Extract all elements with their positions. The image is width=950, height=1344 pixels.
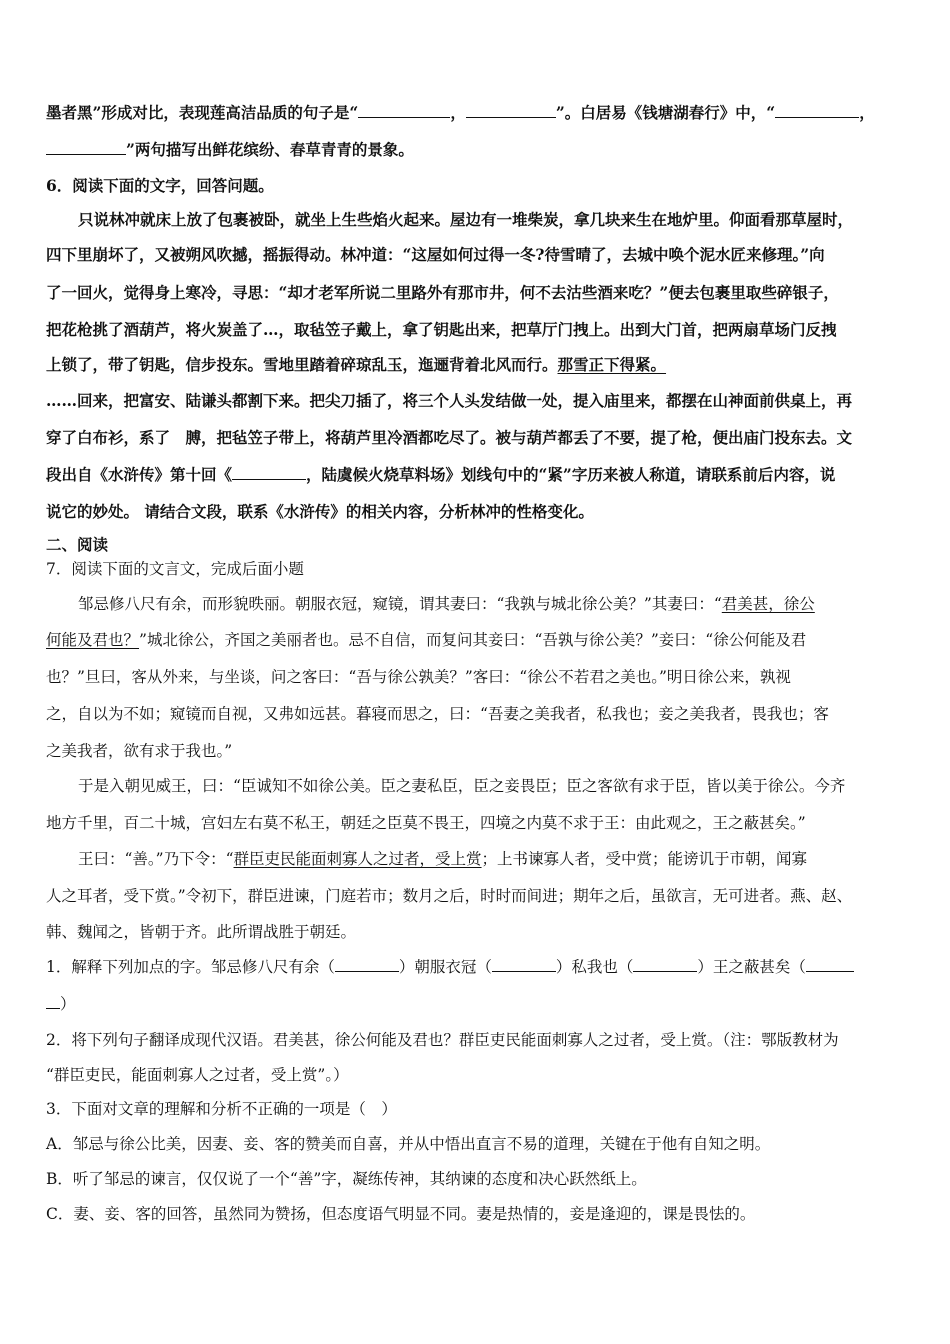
option-c[interactable]: C．妻、妾、客的回答，虽然同为赞扬，但态度语气明显不同。妻是热情的，妾是逢迎的，课是畏怯的。 — [46, 1205, 756, 1223]
answer-blank[interactable] — [46, 140, 126, 155]
section-title: 二、阅读 — [46, 535, 109, 554]
text: ，陆虞候火烧草料场》划线句中的“紧”字历来被人称道，请联系前后内容，说 — [306, 465, 836, 484]
sub-question-1-cont — [46, 994, 76, 1014]
passage-line: ……回来，把富安、陆谦头都割下来。把尖刀插了，将三个人头发结做一处，提入庙里来，都摆在山神面前供桌上，再 — [46, 391, 853, 410]
answer-blank[interactable] — [633, 957, 697, 972]
text: 邹忌修八尺有余，而形貌昳丽。朝服衣冠，窥镜，谓其妻曰：“我孰与城北徐公美？”其妻曰：“ — [78, 595, 722, 613]
sub-question-3: 3．下面对文章的理解和分析不正确的一项是（ ） — [46, 1100, 397, 1118]
text: 上锁了，带了钥匙，信步投东。雪地里踏着碎琼乱玉，迤逦背着北风而行。 — [46, 355, 558, 374]
passage-line — [46, 355, 666, 375]
question-7-heading: 7．阅读下面的文言文，完成后面小题 — [46, 560, 304, 578]
answer-blank[interactable] — [775, 103, 859, 118]
text: ）私我也（ — [555, 958, 634, 976]
sub-question-2: 2．将下列句子翻译成现代汉语。君美甚，徐公何能及君也？群臣吏民能面刺寡人之过者，受上赏。（注：鄂版教材为 — [46, 1031, 839, 1049]
text: ”。白居易《钱塘湖春行》中，“ — [555, 103, 776, 122]
answer-blank[interactable] — [358, 103, 450, 118]
classical-text-line: 人之耳者，受下赏。”令初下，群臣进谏，门庭若市；数月之后，时时而间进；期年之后，虽欲言，无可进者。燕、赵、 — [46, 887, 853, 905]
answer-blank[interactable] — [335, 957, 399, 972]
classical-text-line: 地方千里，百二十城，宫妇左右莫不私王，朝廷之臣莫不畏王，四境之内莫不求于王：由此观之，王之蔽甚矣。” — [46, 814, 806, 832]
passage-line: 把花枪挑了酒葫芦，将火炭盖了…，取毡笠子戴上，拿了钥匙出来，把草厅门拽上。出到大门首，把两扇草场门反拽 — [46, 320, 837, 339]
underlined-sentence: 那雪正下得紧。 — [557, 355, 667, 374]
passage-line: 只说林冲就床上放了包裹被卧，就坐上生些焰火起来。屋边有一堆柴炭，拿几块来生在地炉里。仰面看那草屋时， — [78, 210, 854, 229]
text: ”城北徐公，齐国之美丽者也。忌不自信，而复问其妾曰：“吾孰与徐公美？”妾曰：“徐公何能及君 — [139, 631, 807, 649]
text: ， — [859, 103, 875, 122]
answer-blank[interactable] — [492, 957, 556, 972]
classical-text-line — [78, 594, 815, 614]
text: 段出自《水浒传》第十回《 — [46, 465, 233, 484]
answer-blank[interactable] — [806, 957, 854, 972]
text: ， — [450, 103, 466, 122]
text: 王曰：“善。”乃下令：“ — [78, 850, 234, 868]
answer-blank[interactable] — [46, 994, 60, 1009]
passage-line — [46, 465, 835, 485]
underlined-sentence: 何能及君也？ — [46, 631, 140, 649]
classical-text-line — [46, 630, 806, 650]
classical-text-line: 之美我者，欲有求于我也。” — [46, 742, 233, 760]
answer-blank[interactable] — [232, 465, 306, 480]
passage-line: 说它的妙处。 请结合文段，联系《水浒传》的相关内容，分析林冲的性格变化。 — [46, 502, 594, 521]
underlined-sentence: 群臣吏民能面刺寡人之过者，受上赏 — [233, 850, 482, 868]
text: ；上书谏寡人者，受中赏；能谤讥于市朝，闻寡 — [481, 850, 808, 868]
passage-line: 穿了白布衫，系了 膊，把毡笠子带上，将葫芦里冷酒都吃尽了。被与葫芦都丢了不要，提了枪，便出庙门投东去。文 — [46, 428, 853, 447]
classical-text-line: 之，自以为不如；窥镜而自视，又弗如远甚。暮寝而思之，曰：“吾妻之美我者，私我也；妾之美我者，畏我也；客 — [46, 705, 829, 723]
option-a[interactable]: A．邹忌与徐公比美，因妻、妾、客的赞美而自喜，并从中悟出直言不易的道理，关键在于他有自知之明。 — [46, 1135, 771, 1153]
text: ） — [60, 995, 76, 1013]
fill-in-line-1 — [46, 103, 875, 123]
option-b[interactable]: B．听了邹忌的谏言，仅仅说了一个“善”字，凝练传神，其纳谏的态度和决心跃然纸上。 — [46, 1170, 647, 1188]
text: ）朝服衣冠（ — [398, 958, 492, 976]
sub-question-1 — [46, 957, 854, 977]
classical-text-line: 韩、魏闻之，皆朝于齐。此所谓战胜于朝廷。 — [46, 923, 357, 941]
classical-text-line: 于是入朝见威王，曰：“臣诚知不如徐公美。臣之妻私臣，臣之妾畏臣；臣之客欲有求于臣，皆以美于徐公。今齐 — [78, 777, 846, 795]
question-6-heading: 6．阅读下面的文字，回答问题。 — [46, 176, 274, 195]
text: ”两句描写出鲜花缤纷、春草青青的景象。 — [126, 140, 414, 159]
classical-text-line: 也？”旦曰，客从外来，与坐谈，问之客曰：“吾与徐公孰美？”客曰：“徐公不若君之美也。”明日徐公来，孰视 — [46, 668, 791, 686]
text: 墨者黑”形成对比，表现莲高洁品质的句子是“ — [46, 103, 359, 122]
sub-question-2-note: “群臣吏民，能面刺寡人之过者，受上赏”。） — [46, 1066, 349, 1084]
classical-text-line — [78, 849, 807, 869]
answer-blank[interactable] — [466, 103, 556, 118]
text: 1．解释下列加点的字。邹忌修八尺有余（ — [46, 958, 335, 976]
underlined-sentence: 君美甚，徐公 — [721, 595, 815, 613]
passage-line: 了一回火，觉得身上寒冷，寻思：“却才老军所说二里路外有那市井，何不去沽些酒来吃？”便去包裹里取些碎银子， — [46, 283, 839, 302]
text: ）王之蔽甚矣（ — [697, 958, 806, 976]
passage-line: 四下里崩坏了，又被朔风吹撼，摇振得动。林冲道：“这屋如何过得一冬?待雪晴了，去城中唤个泥水匠来修理。”向 — [46, 245, 825, 264]
fill-in-line-2 — [46, 140, 414, 160]
